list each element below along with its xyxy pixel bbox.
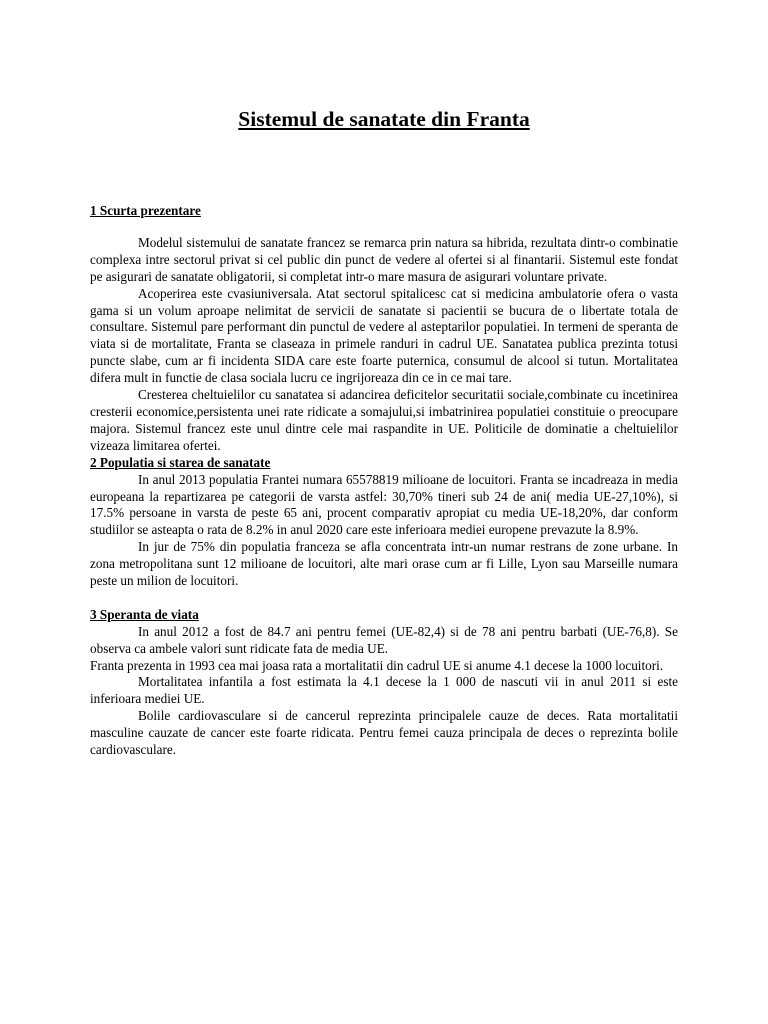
section-heading: 1 Scurta prezentare: [90, 203, 201, 218]
paragraph: In anul 2013 populatia Frantei numara 65578819 milioane de locuitori. Franta se incadreaza in media europeana la repartizarea pe categorii de varsta astfel: 30,70% tineri sub 24 de ani( media UE-27,10%), si 17.5% persoane in varsta de peste 65 ani, procent comparativ apropiat cu media UE-18,20%, dar conform studiilor se asteapta o rata de 8.2% in anul 2020 care este inferioara mediei europene prevazute la 8.9%.: [90, 471, 678, 538]
paragraph: Mortalitatea infantila a fost estimata la 4.1 decese la 1 000 de nascuti vii in anul 2011 si este inferioara mediei UE.: [90, 674, 678, 707]
section-speranta-de-viata: [90, 607, 678, 759]
document-title: Sistemul de sanatate din Franta: [238, 107, 530, 131]
section-scurta-prezentare: [90, 203, 678, 455]
section-populatia: [90, 455, 678, 590]
paragraph: Acoperirea este cvasiuniversala. Atat sectorul spitalicesc cat si medicina ambulatorie ofera o vasta gama si un volum aproape nelimitat de servicii de sanatate si pacientii se bucura de o libertate totala de consultare. Sistemul pare performant din punctul de vedere al asteptarilor populatiei. In termeni de speranta de viata si de mortalitate, Franta se claseaza in primele randuri in cadrul UE. Sanatatea publica prezinta totusi puncte slabe, cum ar fi incidenta SIDA care este foarte puternica, consumul de alcool si tutun. Mortalitatea difera mult in functie de clasa sociala lucru ce ingrijoreaza din ce in ce mai tare.: [90, 285, 678, 386]
section-heading: 3 Speranta de viata: [90, 606, 199, 622]
section-heading: 2 Populatia si starea de sanatate: [90, 454, 271, 470]
paragraph: Bolile cardiovasculare si de cancerul reprezinta principalele cauze de deces. Rata mortalitatii masculine cauzate de cancer este foarte ridicata. Pentru femei cauza principala de deces o reprezinta bolile cardiovasculare.: [90, 708, 678, 758]
document-body: [90, 203, 678, 759]
paragraph: Franta prezenta in 1993 cea mai joasa rata a mortalitatii din cadrul UE si anume 4.1 decese la 1000 locuitori.: [90, 657, 664, 673]
paragraph: Cresterea cheltuielilor cu sanatatea si adancirea deficitelor securitatii sociale,combinate cu incetinirea cresterii economice,persistenta unei rate ridicate a somajului,si imbatrinirea populatiei constituie o preocupare majora. Sistemul francez este unul dintre cele mai raspandite in UE. Politicile de dominatie a cheltuielilor vizeaza limitarea ofertei.: [90, 387, 678, 453]
paragraph: In anul 2012 a fost de 84.7 ani pentru femei (UE-82,4) si de 78 ani pentru barbati (UE-76,8). Se observa ca ambele valori sunt ridicate fata de media UE.: [90, 623, 678, 656]
paragraph: In jur de 75% din populatia franceza se afla concentrata intr-un numar restrans de zone urbane. In zona metropolitana sunt 12 milioane de locuitori, alte mari orase cum ar fi Lille, Lyon sau Marseille numara peste un milion de locuitori.: [90, 539, 678, 589]
paragraph: Modelul sistemului de sanatate francez se remarca prin natura sa hibrida, rezultata dintr-o combinatie complexa intre sectorul privat si cel public din punct de vedere al ofertei si al finantarii. Sistemul este fondat pe asigurari de sanatate obligatorii, si completat intr-o mare masura de asigurari voluntare private.: [90, 234, 678, 284]
